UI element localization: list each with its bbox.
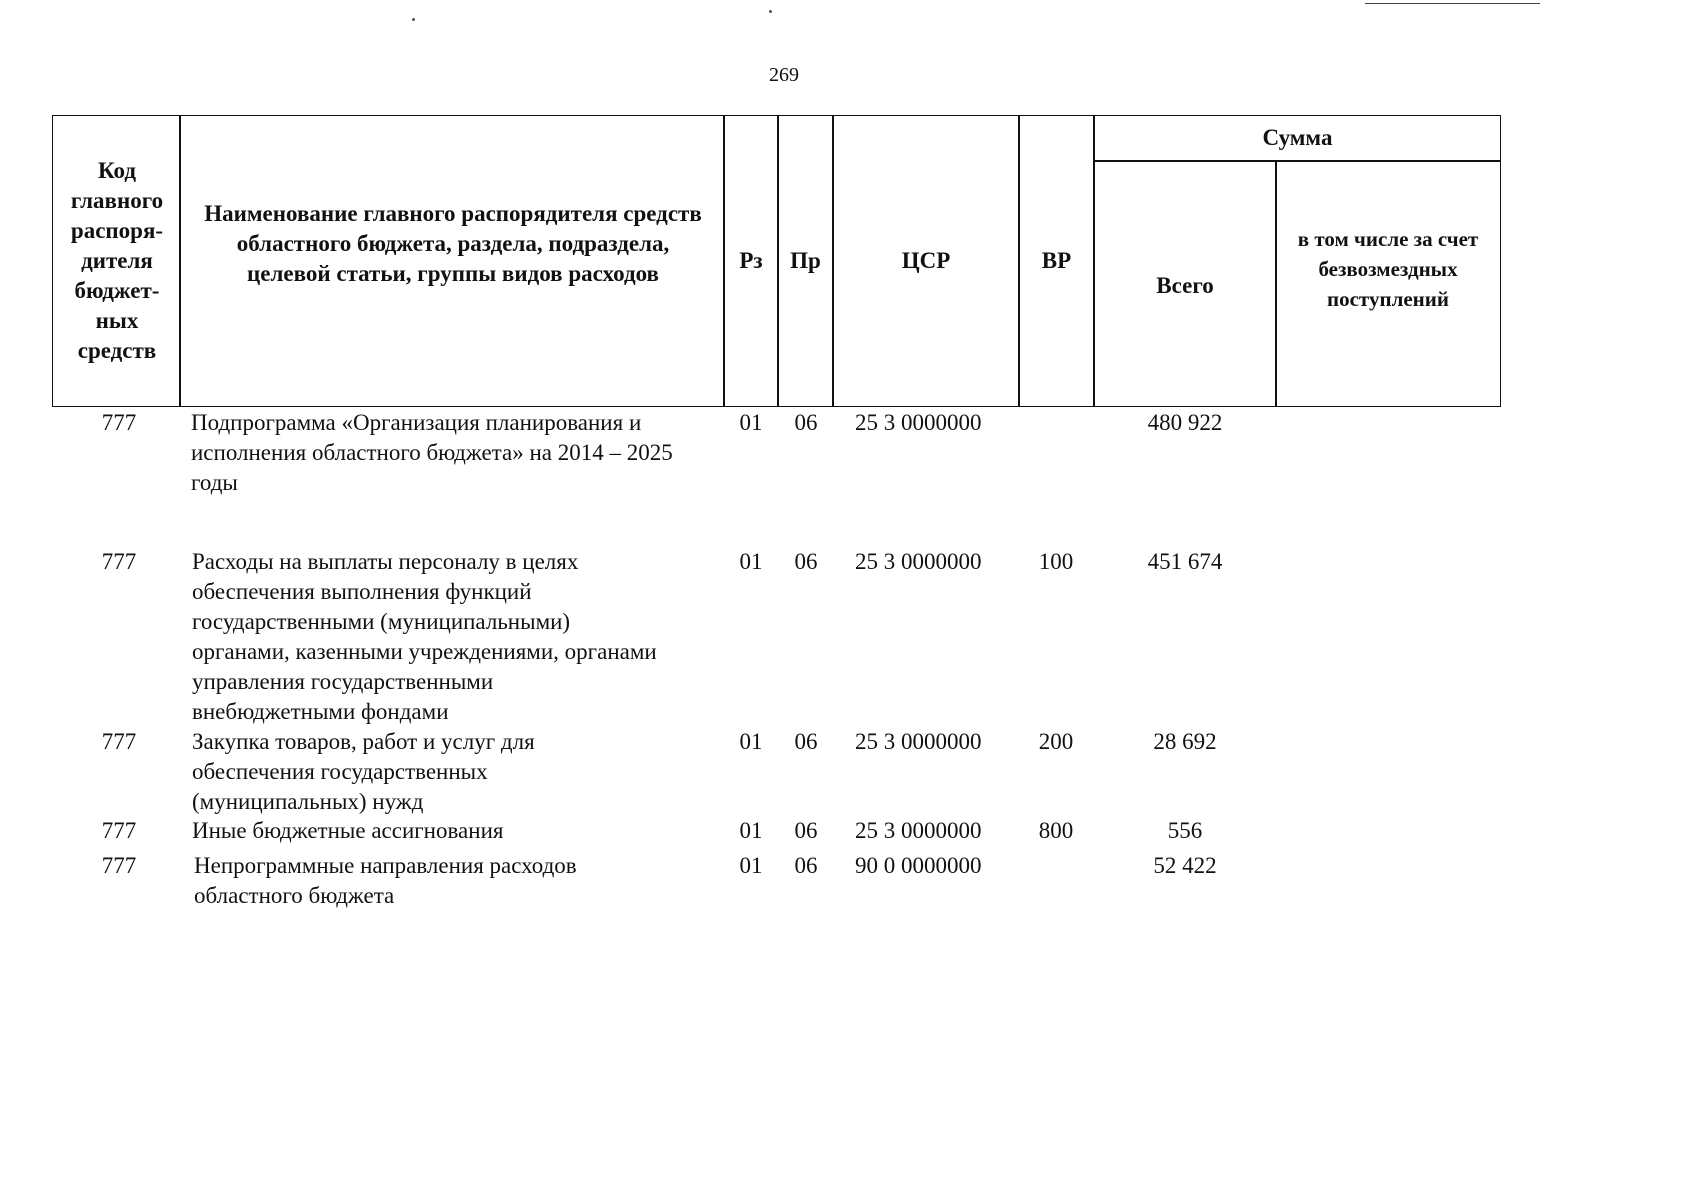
- row-vr: 800: [1038, 818, 1074, 843]
- header-sum: Сумма: [1262, 125, 1333, 150]
- row-total: 28 692: [1153, 729, 1217, 754]
- header-total: Всего: [1156, 273, 1214, 298]
- page-number: 269: [769, 64, 799, 86]
- row-csr: 25 3 0000000: [855, 818, 982, 843]
- scan-speck: [412, 18, 415, 21]
- row-csr: 25 3 0000000: [855, 410, 982, 435]
- row-pr: 06: [794, 853, 818, 878]
- row-csr: 90 0 0000000: [855, 853, 982, 878]
- scan-line: [1365, 3, 1540, 4]
- row-total: 556: [1167, 818, 1203, 843]
- row-name: Подпрограмма «Организация планирования и исполнения областного бюджета» на 2014 – 2025 годы: [191, 410, 673, 495]
- row-pr: 06: [794, 818, 818, 843]
- row-vr: 100: [1038, 549, 1074, 574]
- row-csr: 25 3 0000000: [855, 549, 982, 574]
- row-pr: 06: [794, 410, 818, 435]
- row-code: 777: [101, 410, 137, 435]
- header-rz: Рз: [739, 248, 763, 273]
- row-name: Непрограммные направления расходов областного бюджета: [194, 853, 577, 908]
- row-rz: 01: [739, 410, 763, 435]
- header-vr: ВР: [1041, 248, 1072, 273]
- header-name: Наименование главного распорядителя средств областного бюджета, раздела, подраздела, целевой статьи, группы видов расходов: [204, 201, 702, 286]
- row-rz: 01: [739, 729, 763, 754]
- row-total: 52 422: [1153, 853, 1217, 878]
- row-code: 777: [101, 729, 137, 754]
- row-total: 451 674: [1147, 549, 1223, 574]
- row-rz: 01: [739, 549, 763, 574]
- row-name: Иные бюджетные ассигнования: [192, 818, 504, 843]
- header-pr: Пр: [790, 248, 821, 273]
- col-divider: [1275, 161, 1277, 406]
- row-name: Закупка товаров, работ и услуг для обеспечения государственных (муниципальных) нужд: [192, 729, 535, 814]
- col-divider: [179, 116, 181, 406]
- row-code: 777: [101, 818, 137, 843]
- header-gratuitous: в том числе за счет безвозмездных поступлений: [1297, 227, 1479, 311]
- row-csr: 25 3 0000000: [855, 729, 982, 754]
- row-vr: 200: [1038, 729, 1074, 754]
- row-pr: 06: [794, 549, 818, 574]
- row-name: Расходы на выплаты персоналу в целях обеспечения выполнения функций государственными (муниципальными) органами, казенными учреждениями, органами управления государственными внебюджетными фондами: [192, 549, 657, 724]
- row-rz: 01: [739, 818, 763, 843]
- header-csr: ЦСР: [901, 248, 951, 273]
- header-code: Код главного распоря-дителя бюджет-ных средств: [70, 158, 164, 363]
- row-code: 777: [101, 853, 137, 878]
- row-total: 480 922: [1147, 410, 1223, 435]
- scan-speck: [769, 10, 772, 13]
- table-header: [52, 115, 1501, 407]
- row-rz: 01: [739, 853, 763, 878]
- row-code: 777: [101, 549, 137, 574]
- row-pr: 06: [794, 729, 818, 754]
